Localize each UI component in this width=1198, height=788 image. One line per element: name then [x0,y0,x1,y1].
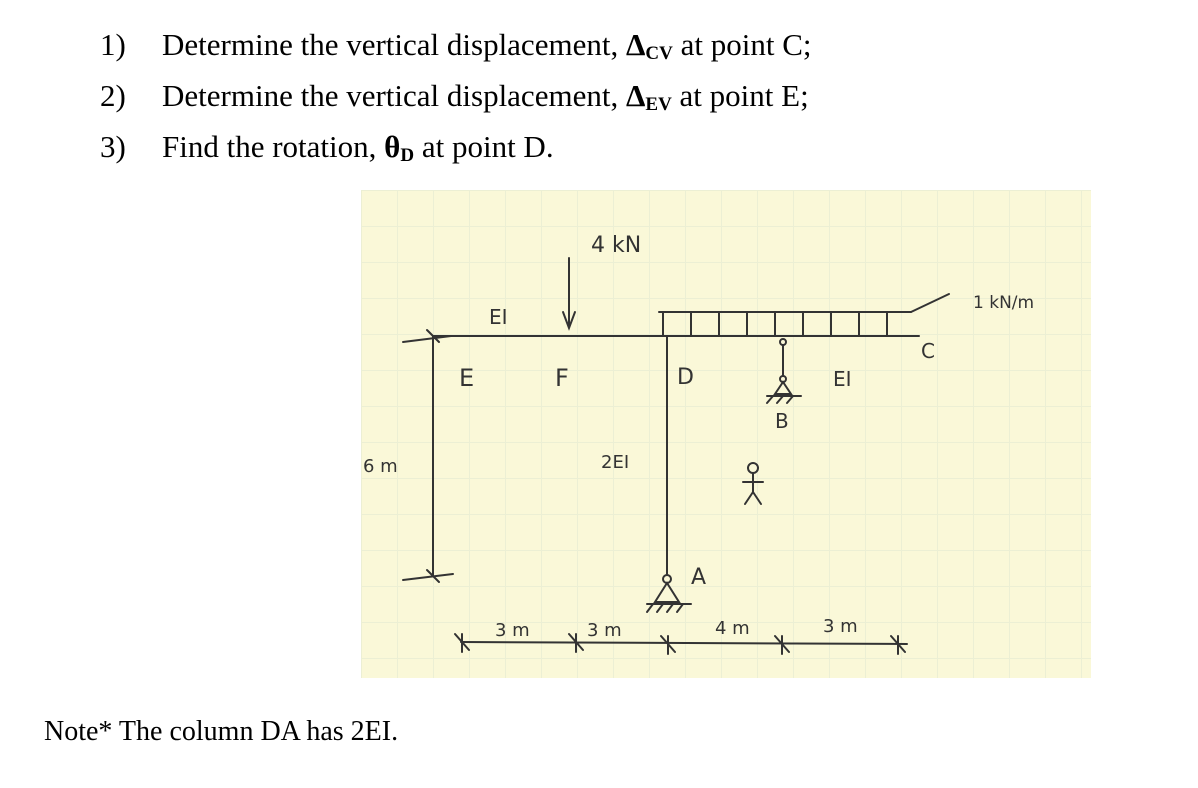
frame-diagram [361,190,1091,678]
note-text: Note* The column DA has 2EI. [44,716,399,747]
point-c-label: C [921,339,935,363]
height-dimension [403,330,453,582]
point-e-label: E [459,364,475,392]
question-list [100,24,811,177]
point-a-label: A [691,565,707,590]
question-3 [100,126,811,177]
question-1 [100,24,811,75]
question-text: Determine the vertical displacement, $\Delta_{CV}$ at point C; [162,27,812,64]
point-load-arrow [563,258,575,328]
question-number: 3) [100,129,126,164]
distributed-load-label: 1 kN/m [973,293,1035,313]
span-2-label: 3 m [587,620,622,641]
question-number: 2) [100,78,126,113]
link-symbol [743,463,763,504]
point-f-label: F [555,364,569,392]
roller-support-b [767,339,801,403]
point-b-label: B [775,409,789,433]
question-text: Determine the vertical displacement, $\Delta_{EV}$ at point E; [162,78,809,115]
structure-sketch [361,190,1091,678]
distributed-load [659,294,949,336]
point-d-label: D [677,365,694,390]
question-number: 1) [100,27,126,62]
pin-support-a [647,575,691,612]
point-load-label: 4 kN [591,233,642,258]
question-2 [100,75,811,126]
beam-ei-right-label: EI [833,367,852,391]
span-4-label: 3 m [823,616,858,637]
height-label: 6 m [363,456,398,477]
span-3-label: 4 m [715,618,750,639]
question-text: Find the rotation, $\theta_D$ at point D. [162,129,554,166]
column-stiffness-label: 2EI [601,452,630,473]
span-1-label: 3 m [495,620,530,641]
beam-ei-left-label: EI [489,305,508,329]
